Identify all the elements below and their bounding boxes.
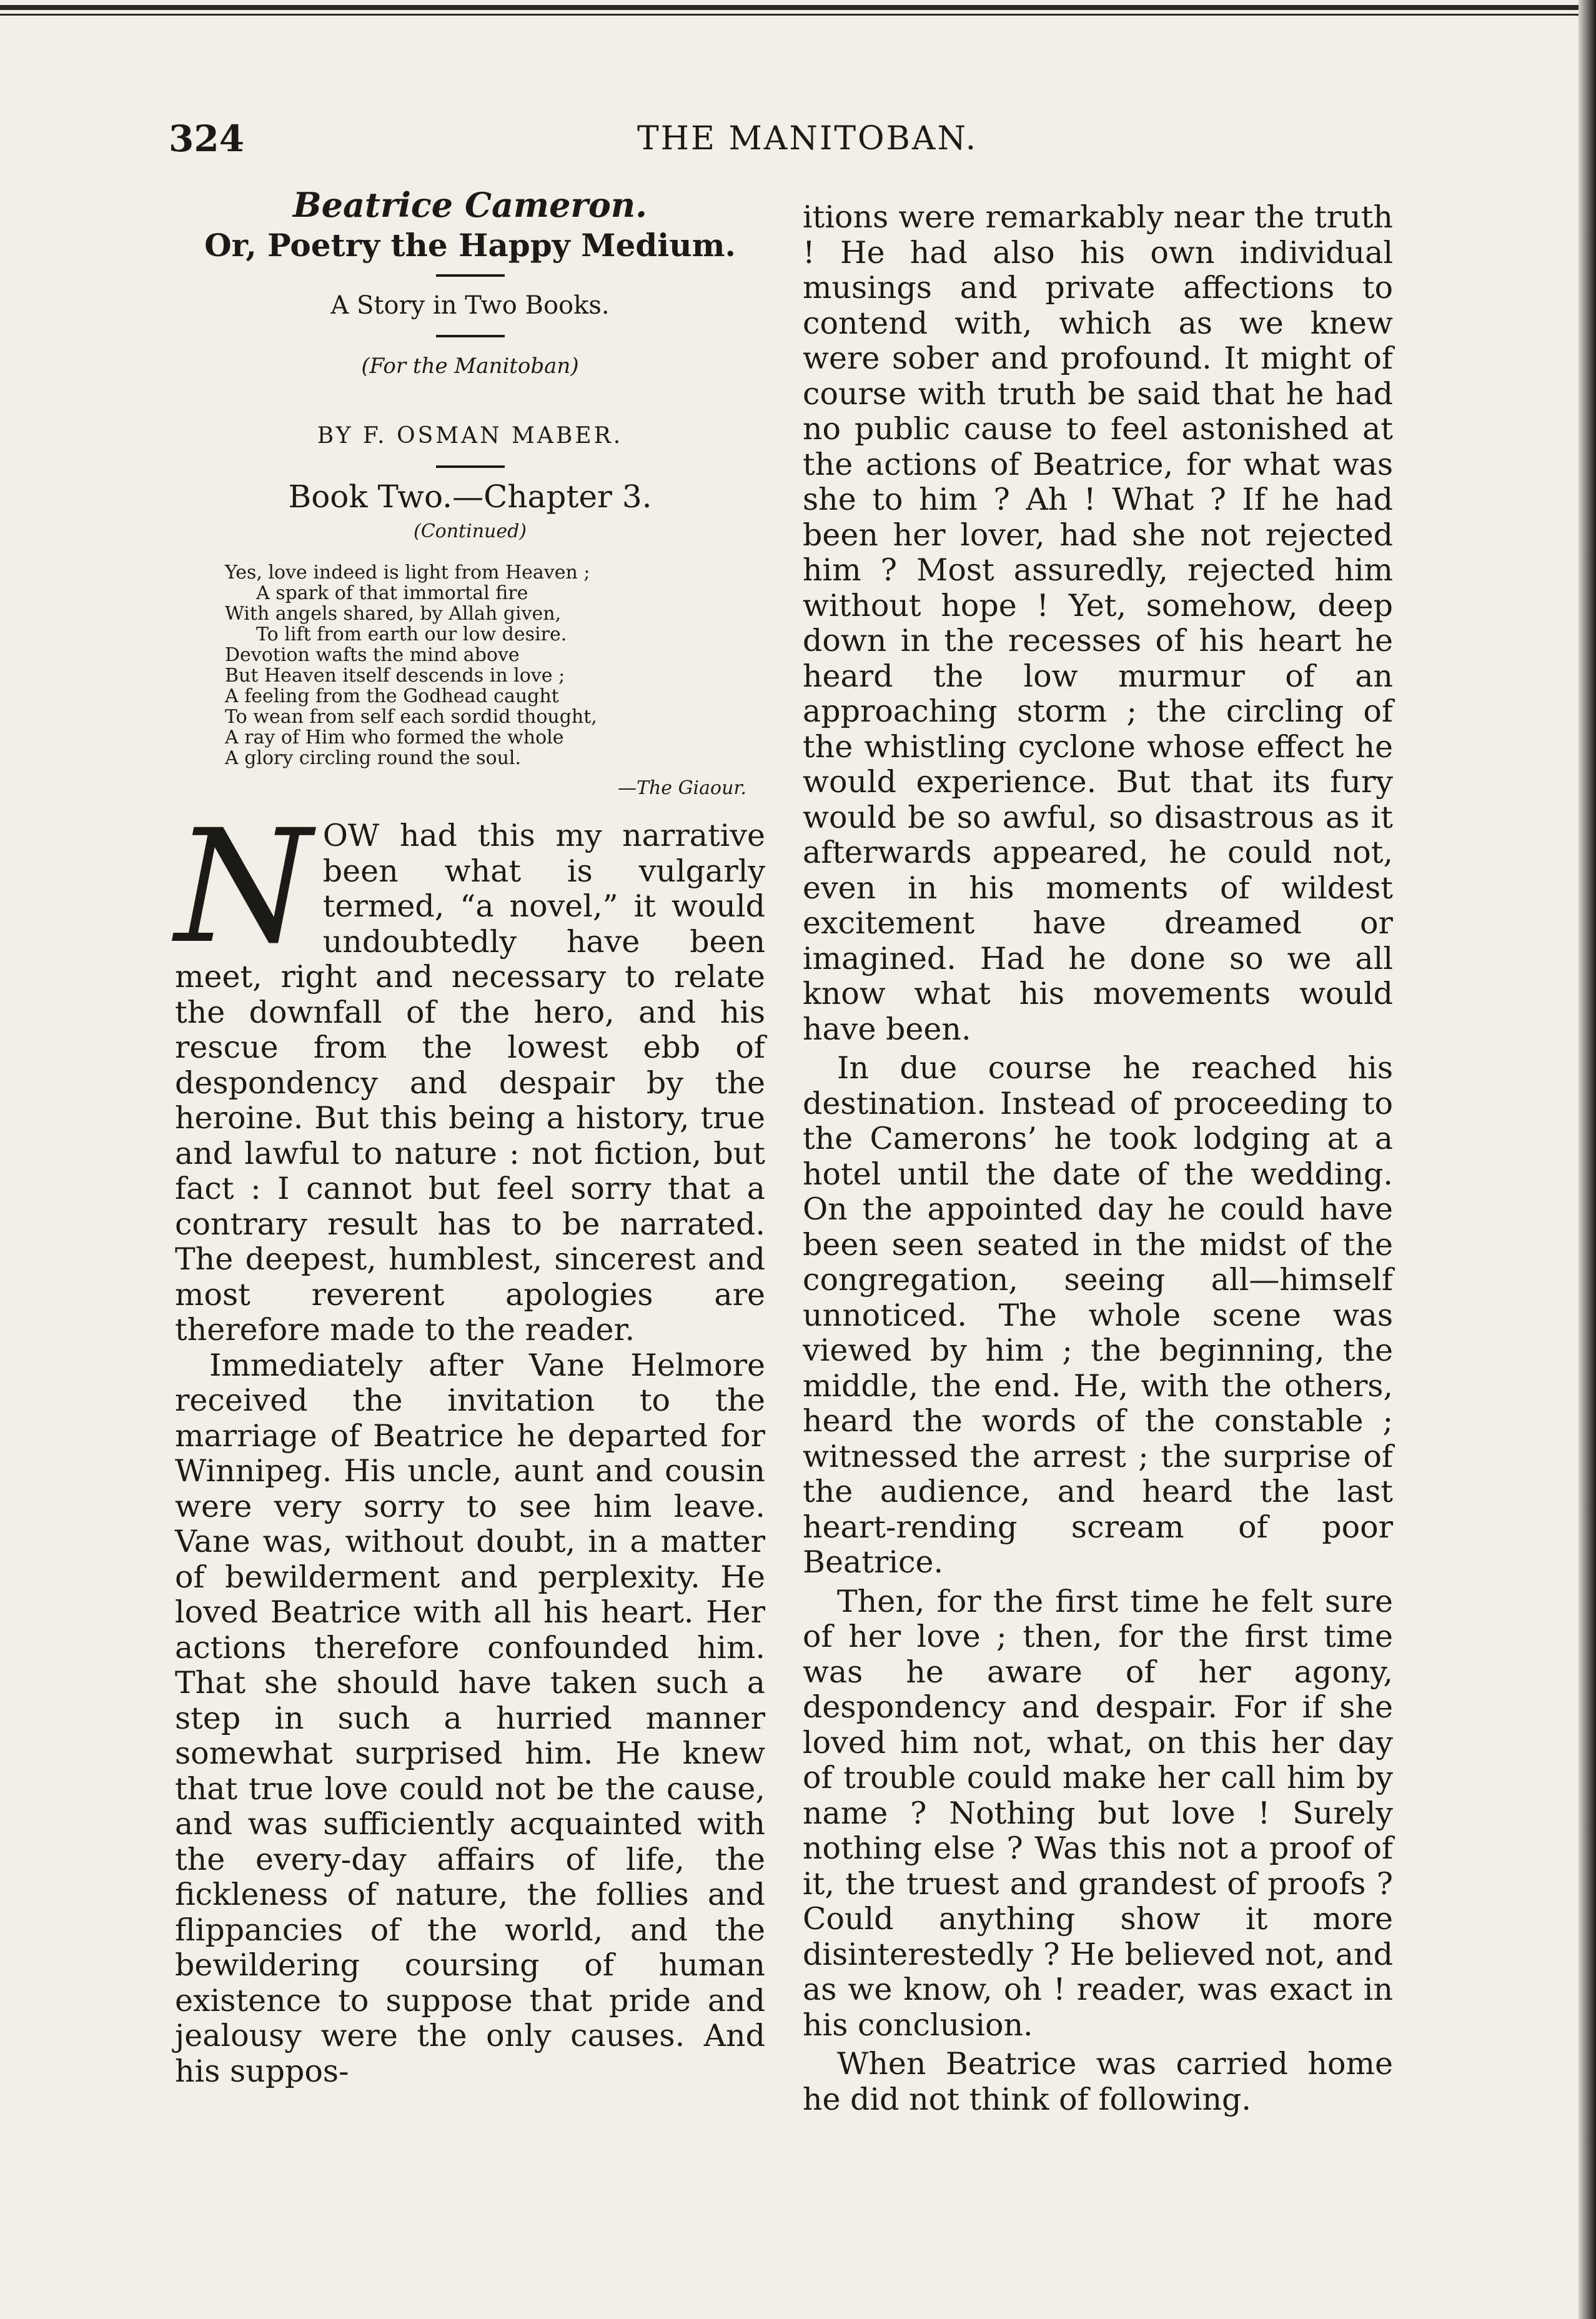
poem-line: A ray of Him who formed the whole [225, 726, 564, 748]
poem-line: But Heaven itself descends in love ; [225, 664, 565, 687]
poem-line: Yes, love indeed is light from Heaven ; [225, 561, 590, 583]
drop-cap-letter: N [175, 796, 312, 978]
paragraph: itions were remarkably near the truth ! He had also his own individual musings and private affections to contend with, which as we knew were sober and profound. It might of course with truth be said that he had no public cause to feel astonished at the actions of Beatrice, for what was she to him ? Ah ! What ? If he had been her lover, had she not rejected him ? Most assuredly, rejected him without hope ! Yet, somehow, deep down in the recesses of his heart he heard the low murmur of an approaching storm ; the circling of the whistling cyclone whose effect he would experience. But that its fury would be so awful, so disastrous as it afterwards appeared, he could not, even in his moments of wildest excitement have dreamed or imagined. Had he done so we all know what his movements would have been. [803, 199, 1393, 1047]
poem-attribution: —The Giaour. [617, 777, 746, 799]
paragraph: In due course he reached his destination. Instead of proceeding to the Camerons’ he took lodging at a hotel until the date of the wedding. On the appointed day he could have been seen seated in the midst of the congregation, seeing all—himself unnoticed. The whole scene was viewed by him ; the beginning, the middle, the end. He, with the others, heard the words of the constable ; witnessed the arrest ; the surprise of the audience, and heard the last heart-rending scream of poor Beatrice. [803, 1050, 1393, 1580]
poem-line: Devotion wafts the mind above [225, 643, 520, 666]
left-column [175, 187, 765, 2089]
divider-rule [436, 465, 505, 468]
story-title: Beatrice Cameron. [293, 185, 647, 225]
paragraph: When Beatrice was carried home he did not think of following. [803, 2046, 1393, 2117]
story-tagline: A Story in Two Books. [330, 291, 610, 320]
story-for: (For the Manitoban) [361, 353, 579, 379]
page-edge-shadow [1579, 0, 1596, 2319]
paragraph: Immediately after Vane Helmore received the invitation to the marriage of Beatrice he departed for Winnipeg. His uncle, aunt and cousin were very sorry to see him leave. Vane was, without doubt, in a matter of bewilderment and perplexity. He loved Beatrice with all his heart. Her actions therefore confounded him. That she should have taken such a step in such a hurried manner somewhat surprised him. He knew that true love could not be the cause, and was sufficiently acquainted with the every-day affairs of life, the fickleness of nature, the follies and flippancies of the world, and the bewildering coursing of human existence to suppose that pride and jealousy were the only causes. And his suppos- [175, 1347, 765, 2089]
chapter-heading: Book Two.—Chapter 3. [288, 478, 652, 515]
divider-rule [436, 335, 505, 337]
poem-line: A glory circling round the soul. [225, 747, 522, 769]
running-head: THE MANITOBAN. [637, 120, 978, 157]
page-number: 324 [169, 117, 245, 160]
poem-line: To wean from self each sordid thought, [225, 705, 597, 728]
story-byline: BY F. OSMAN MABER. [317, 423, 623, 449]
poem-line: To lift from earth our low desire. [256, 623, 567, 645]
epigraph-poem [225, 562, 765, 768]
opening-paragraph-block [175, 796, 765, 1348]
story-subtitle: Or, Poetry the Happy Medium. [204, 226, 736, 264]
poem-line: A feeling from the Godhead caught [225, 685, 559, 707]
paragraph: Then, for the first time he felt sure of her love ; then, for the first time was he aware of her agony, despondency and despair. For if she loved him not, what, on this her day of trouble could make her call him by name ? Nothing but love ! Surely nothing else ? Was this not a proof of it, the truest and grandest of proofs ? Could anything show it more disinterestedly ? He believed not, and as we know, oh ! reader, was exact in his conclusion. [803, 1583, 1393, 2043]
right-column [803, 200, 1393, 2117]
top-border-rule-thin [0, 14, 1596, 16]
top-border-rule [0, 5, 1596, 10]
poem-line: With angels shared, by Allah given, [225, 602, 562, 625]
divider-rule [436, 274, 505, 277]
paragraph: OW had this my narrative been what is vulgarly termed, “a novel,” it would undoubtedly have been meet, right and necessary to relate the downfall of the hero, and his rescue from the lowest ebb of despondency and despair by the heroine. But this being a history, true and lawful to nature : not fiction, but fact : I cannot but feel sorry that a contrary result has to be narrated. The deepest, humblest, sincerest and most reverent apologies are therefore made to the reader. [175, 818, 765, 1348]
continued-note: (Continued) [414, 520, 527, 542]
poem-line: A spark of that immortal fire [256, 582, 528, 604]
